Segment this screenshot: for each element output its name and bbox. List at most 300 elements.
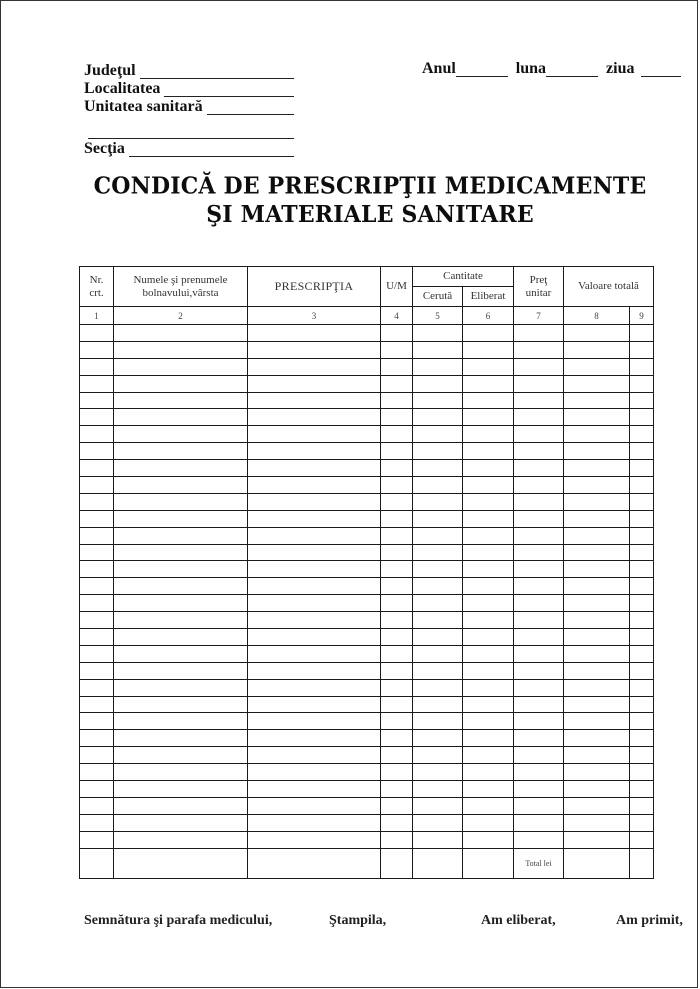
table-cell[interactable]	[114, 612, 248, 629]
table-cell[interactable]	[248, 409, 381, 426]
table-cell[interactable]	[114, 409, 248, 426]
table-cell[interactable]	[80, 713, 114, 730]
table-cell[interactable]	[80, 814, 114, 831]
table-cell[interactable]	[381, 392, 413, 409]
table-cell[interactable]	[564, 814, 630, 831]
table-cell[interactable]	[564, 578, 630, 595]
table-cell[interactable]	[381, 679, 413, 696]
table-cell[interactable]	[381, 747, 413, 764]
table-cell[interactable]	[564, 544, 630, 561]
unitate-continuation-blank[interactable]	[88, 124, 294, 139]
table-cell[interactable]	[564, 375, 630, 392]
table-cell[interactable]	[381, 831, 413, 848]
table-cell[interactable]	[413, 747, 463, 764]
table-cell[interactable]	[80, 730, 114, 747]
table-cell[interactable]	[114, 561, 248, 578]
table-cell[interactable]	[630, 848, 654, 878]
table-cell[interactable]	[413, 662, 463, 679]
table-cell[interactable]	[80, 392, 114, 409]
table-cell[interactable]	[248, 561, 381, 578]
table-cell[interactable]	[80, 409, 114, 426]
table-cell[interactable]	[463, 443, 514, 460]
table-cell[interactable]	[114, 747, 248, 764]
table-cell[interactable]	[381, 713, 413, 730]
luna-blank[interactable]	[546, 62, 598, 77]
table-cell[interactable]	[463, 510, 514, 527]
table-cell[interactable]	[564, 696, 630, 713]
table-cell[interactable]	[248, 578, 381, 595]
table-cell[interactable]	[248, 730, 381, 747]
table-cell[interactable]	[114, 460, 248, 477]
anul-blank[interactable]	[456, 62, 508, 77]
table-cell[interactable]	[630, 747, 654, 764]
table-cell[interactable]	[114, 375, 248, 392]
table-cell[interactable]	[514, 358, 564, 375]
table-cell[interactable]	[80, 426, 114, 443]
table-cell[interactable]	[630, 527, 654, 544]
table-cell[interactable]	[463, 645, 514, 662]
table-cell[interactable]	[463, 561, 514, 578]
table-cell[interactable]	[463, 544, 514, 561]
table-cell[interactable]	[630, 831, 654, 848]
table-cell[interactable]	[248, 460, 381, 477]
table-cell[interactable]	[514, 747, 564, 764]
table-cell[interactable]	[514, 375, 564, 392]
table-cell[interactable]	[514, 341, 564, 358]
table-cell[interactable]	[514, 595, 564, 612]
table-cell[interactable]	[463, 392, 514, 409]
table-cell[interactable]	[413, 426, 463, 443]
table-cell[interactable]	[248, 358, 381, 375]
localitate-blank[interactable]	[164, 82, 294, 97]
table-cell[interactable]	[413, 544, 463, 561]
table-cell[interactable]	[564, 645, 630, 662]
table-cell[interactable]	[564, 460, 630, 477]
table-cell[interactable]	[514, 578, 564, 595]
table-cell[interactable]	[248, 713, 381, 730]
table-cell[interactable]	[630, 595, 654, 612]
table-cell[interactable]	[514, 696, 564, 713]
table-cell[interactable]	[564, 629, 630, 646]
table-cell[interactable]	[413, 730, 463, 747]
table-cell[interactable]	[463, 477, 514, 494]
table-cell[interactable]	[463, 358, 514, 375]
table-cell[interactable]	[80, 561, 114, 578]
table-cell[interactable]	[463, 747, 514, 764]
table-cell[interactable]	[248, 325, 381, 342]
sectia-blank[interactable]	[129, 142, 294, 157]
unitate-blank[interactable]	[207, 100, 294, 115]
table-cell[interactable]	[381, 477, 413, 494]
table-cell[interactable]	[630, 375, 654, 392]
table-cell[interactable]	[248, 831, 381, 848]
table-cell[interactable]	[630, 696, 654, 713]
table-cell[interactable]	[80, 510, 114, 527]
table-cell[interactable]	[514, 730, 564, 747]
table-cell[interactable]	[381, 325, 413, 342]
table-cell[interactable]	[248, 612, 381, 629]
table-cell[interactable]	[80, 578, 114, 595]
table-cell[interactable]	[514, 561, 564, 578]
table-cell[interactable]	[381, 662, 413, 679]
table-cell[interactable]	[381, 848, 413, 878]
table-cell[interactable]	[413, 409, 463, 426]
table-cell[interactable]	[564, 527, 630, 544]
table-cell[interactable]	[564, 392, 630, 409]
table-cell[interactable]	[463, 696, 514, 713]
table-cell[interactable]	[80, 325, 114, 342]
table-cell[interactable]	[381, 797, 413, 814]
table-cell[interactable]	[514, 781, 564, 798]
table-cell[interactable]	[514, 814, 564, 831]
table-cell[interactable]	[463, 341, 514, 358]
table-cell[interactable]	[80, 358, 114, 375]
table-cell[interactable]	[463, 679, 514, 696]
table-cell[interactable]	[413, 764, 463, 781]
table-cell[interactable]	[463, 797, 514, 814]
table-cell[interactable]	[80, 696, 114, 713]
table-cell[interactable]	[564, 764, 630, 781]
table-cell[interactable]	[564, 730, 630, 747]
table-cell[interactable]	[248, 443, 381, 460]
table-cell[interactable]	[413, 713, 463, 730]
table-cell[interactable]	[248, 629, 381, 646]
sectia-field[interactable]	[84, 139, 294, 157]
table-cell[interactable]	[248, 662, 381, 679]
table-cell[interactable]	[514, 409, 564, 426]
table-cell[interactable]	[114, 443, 248, 460]
table-cell[interactable]	[248, 747, 381, 764]
table-cell[interactable]	[463, 629, 514, 646]
table-cell[interactable]	[80, 493, 114, 510]
table-cell[interactable]	[114, 814, 248, 831]
table-cell[interactable]	[381, 645, 413, 662]
table-cell[interactable]	[514, 679, 564, 696]
table-cell[interactable]	[381, 341, 413, 358]
table-cell[interactable]	[248, 781, 381, 798]
table-cell[interactable]	[564, 409, 630, 426]
table-cell[interactable]	[514, 764, 564, 781]
table-cell[interactable]	[630, 358, 654, 375]
table-cell[interactable]	[80, 544, 114, 561]
table-cell[interactable]	[381, 764, 413, 781]
table-cell[interactable]	[630, 477, 654, 494]
table-cell[interactable]	[630, 544, 654, 561]
table-cell[interactable]	[248, 797, 381, 814]
table-cell[interactable]	[248, 341, 381, 358]
table-cell[interactable]	[564, 325, 630, 342]
table-cell[interactable]	[248, 764, 381, 781]
table-cell[interactable]	[114, 848, 248, 878]
table-cell[interactable]	[463, 831, 514, 848]
table-cell[interactable]	[413, 375, 463, 392]
table-cell[interactable]	[463, 460, 514, 477]
table-cell[interactable]	[114, 426, 248, 443]
table-cell[interactable]	[630, 781, 654, 798]
table-cell[interactable]	[564, 341, 630, 358]
table-cell[interactable]	[80, 595, 114, 612]
table-cell[interactable]	[248, 527, 381, 544]
table-cell[interactable]	[630, 341, 654, 358]
table-cell[interactable]	[514, 477, 564, 494]
table-cell[interactable]	[514, 645, 564, 662]
table-cell[interactable]	[630, 814, 654, 831]
table-cell[interactable]	[114, 510, 248, 527]
unitate-field[interactable]	[84, 97, 294, 115]
table-cell[interactable]	[413, 527, 463, 544]
table-cell[interactable]	[463, 781, 514, 798]
table-cell[interactable]	[80, 679, 114, 696]
table-cell[interactable]	[248, 696, 381, 713]
table-cell[interactable]	[114, 696, 248, 713]
localitate-field[interactable]	[84, 79, 294, 97]
table-cell[interactable]	[248, 477, 381, 494]
table-cell[interactable]	[80, 612, 114, 629]
table-cell[interactable]	[114, 781, 248, 798]
table-cell[interactable]	[114, 713, 248, 730]
table-cell[interactable]	[114, 730, 248, 747]
table-cell[interactable]	[413, 392, 463, 409]
table-cell[interactable]	[80, 848, 114, 878]
table-cell[interactable]	[114, 477, 248, 494]
table-cell[interactable]	[630, 612, 654, 629]
judet-field[interactable]	[84, 61, 294, 79]
table-cell[interactable]	[630, 460, 654, 477]
table-cell[interactable]	[564, 358, 630, 375]
table-cell[interactable]	[630, 426, 654, 443]
table-cell[interactable]	[413, 814, 463, 831]
table-cell[interactable]	[514, 325, 564, 342]
table-cell[interactable]	[413, 629, 463, 646]
table-cell[interactable]	[248, 544, 381, 561]
table-cell[interactable]	[413, 831, 463, 848]
table-cell[interactable]	[248, 375, 381, 392]
table-cell[interactable]	[413, 460, 463, 477]
table-cell[interactable]	[381, 375, 413, 392]
table-cell[interactable]	[248, 426, 381, 443]
table-cell[interactable]	[413, 696, 463, 713]
table-cell[interactable]	[463, 493, 514, 510]
table-cell[interactable]	[248, 848, 381, 878]
table-cell[interactable]	[114, 341, 248, 358]
table-cell[interactable]	[114, 764, 248, 781]
table-cell[interactable]	[114, 679, 248, 696]
table-cell[interactable]	[630, 392, 654, 409]
table-cell[interactable]	[630, 679, 654, 696]
table-cell[interactable]	[114, 527, 248, 544]
table-cell[interactable]	[80, 341, 114, 358]
table-cell[interactable]	[564, 426, 630, 443]
table-cell[interactable]	[514, 629, 564, 646]
unitate-continuation-field[interactable]	[84, 121, 294, 139]
table-cell[interactable]	[80, 662, 114, 679]
table-cell[interactable]	[630, 764, 654, 781]
table-cell[interactable]	[413, 797, 463, 814]
table-cell[interactable]	[413, 781, 463, 798]
table-cell[interactable]	[564, 561, 630, 578]
table-cell[interactable]	[413, 578, 463, 595]
table-cell[interactable]	[114, 645, 248, 662]
table-cell[interactable]	[413, 443, 463, 460]
table-cell[interactable]	[630, 409, 654, 426]
table-cell[interactable]	[381, 730, 413, 747]
table-cell[interactable]	[114, 662, 248, 679]
table-cell[interactable]	[381, 443, 413, 460]
table-cell[interactable]	[381, 493, 413, 510]
table-cell[interactable]	[514, 612, 564, 629]
table-cell[interactable]	[514, 713, 564, 730]
table-cell[interactable]	[564, 662, 630, 679]
table-cell[interactable]	[564, 831, 630, 848]
table-cell[interactable]	[463, 325, 514, 342]
table-cell[interactable]	[463, 426, 514, 443]
table-cell[interactable]	[80, 375, 114, 392]
table-cell[interactable]	[630, 662, 654, 679]
table-cell[interactable]	[248, 645, 381, 662]
table-cell[interactable]	[630, 645, 654, 662]
table-cell[interactable]	[80, 797, 114, 814]
table-cell[interactable]	[630, 443, 654, 460]
table-cell[interactable]	[248, 814, 381, 831]
table-cell[interactable]	[514, 460, 564, 477]
table-cell[interactable]	[413, 325, 463, 342]
table-cell[interactable]	[514, 797, 564, 814]
table-cell[interactable]	[381, 544, 413, 561]
table-cell[interactable]	[564, 493, 630, 510]
table-cell[interactable]	[413, 510, 463, 527]
table-cell[interactable]	[564, 747, 630, 764]
table-cell[interactable]	[413, 477, 463, 494]
table-cell[interactable]	[630, 713, 654, 730]
table-cell[interactable]	[80, 629, 114, 646]
table-cell[interactable]	[514, 426, 564, 443]
table-cell[interactable]	[381, 781, 413, 798]
table-cell[interactable]	[80, 477, 114, 494]
judet-blank[interactable]	[140, 64, 294, 79]
table-cell[interactable]	[381, 527, 413, 544]
table-cell[interactable]	[514, 443, 564, 460]
table-cell[interactable]	[381, 629, 413, 646]
table-cell[interactable]	[413, 612, 463, 629]
table-cell[interactable]	[114, 358, 248, 375]
table-cell[interactable]	[463, 814, 514, 831]
table-cell[interactable]	[564, 477, 630, 494]
table-cell[interactable]	[80, 764, 114, 781]
table-cell[interactable]	[564, 713, 630, 730]
table-cell[interactable]	[564, 595, 630, 612]
table-cell[interactable]	[463, 578, 514, 595]
table-cell[interactable]	[630, 561, 654, 578]
table-cell[interactable]	[381, 409, 413, 426]
table-cell[interactable]	[630, 493, 654, 510]
table-cell[interactable]	[463, 730, 514, 747]
table-cell[interactable]	[80, 527, 114, 544]
table-cell[interactable]	[80, 781, 114, 798]
table-cell[interactable]	[248, 493, 381, 510]
table-cell[interactable]	[463, 595, 514, 612]
table-cell[interactable]	[463, 662, 514, 679]
table-cell[interactable]	[114, 544, 248, 561]
table-cell[interactable]	[413, 493, 463, 510]
table-cell[interactable]	[514, 392, 564, 409]
table-cell[interactable]	[80, 460, 114, 477]
table-cell[interactable]	[413, 679, 463, 696]
table-cell[interactable]	[630, 325, 654, 342]
table-cell[interactable]	[630, 629, 654, 646]
table-cell[interactable]	[114, 578, 248, 595]
table-cell[interactable]	[564, 612, 630, 629]
table-cell[interactable]	[381, 612, 413, 629]
table-cell[interactable]	[630, 578, 654, 595]
ziua-blank[interactable]	[641, 62, 681, 77]
table-cell[interactable]	[564, 510, 630, 527]
table-cell[interactable]	[114, 493, 248, 510]
table-cell[interactable]	[463, 409, 514, 426]
table-cell[interactable]	[381, 595, 413, 612]
table-cell[interactable]	[381, 696, 413, 713]
table-cell[interactable]	[564, 797, 630, 814]
table-cell[interactable]	[630, 797, 654, 814]
total-value-cell[interactable]	[564, 848, 630, 878]
table-cell[interactable]	[514, 510, 564, 527]
table-cell[interactable]	[381, 510, 413, 527]
table-cell[interactable]	[514, 493, 564, 510]
table-cell[interactable]	[413, 358, 463, 375]
table-cell[interactable]	[463, 713, 514, 730]
table-cell[interactable]	[413, 848, 463, 878]
table-cell[interactable]	[413, 341, 463, 358]
table-cell[interactable]	[514, 527, 564, 544]
table-cell[interactable]	[381, 814, 413, 831]
table-cell[interactable]	[114, 325, 248, 342]
table-cell[interactable]	[463, 848, 514, 878]
table-cell[interactable]	[463, 764, 514, 781]
table-cell[interactable]	[564, 679, 630, 696]
table-cell[interactable]	[114, 595, 248, 612]
table-cell[interactable]	[248, 595, 381, 612]
table-cell[interactable]	[381, 578, 413, 595]
table-cell[interactable]	[248, 392, 381, 409]
table-cell[interactable]	[630, 730, 654, 747]
table-cell[interactable]	[114, 629, 248, 646]
table-cell[interactable]	[114, 797, 248, 814]
table-cell[interactable]	[514, 544, 564, 561]
table-cell[interactable]	[381, 460, 413, 477]
table-cell[interactable]	[514, 662, 564, 679]
table-cell[interactable]	[564, 443, 630, 460]
table-cell[interactable]	[413, 645, 463, 662]
table-cell[interactable]	[248, 510, 381, 527]
table-cell[interactable]	[80, 645, 114, 662]
table-cell[interactable]	[381, 426, 413, 443]
table-cell[interactable]	[114, 831, 248, 848]
table-cell[interactable]	[114, 392, 248, 409]
table-cell[interactable]	[381, 358, 413, 375]
table-cell[interactable]	[564, 781, 630, 798]
table-cell[interactable]	[80, 747, 114, 764]
table-cell[interactable]	[413, 561, 463, 578]
table-cell[interactable]	[248, 679, 381, 696]
table-cell[interactable]	[514, 831, 564, 848]
table-cell[interactable]	[630, 510, 654, 527]
table-cell[interactable]	[80, 831, 114, 848]
table-cell[interactable]	[463, 612, 514, 629]
table-cell[interactable]	[463, 375, 514, 392]
table-cell[interactable]	[381, 561, 413, 578]
table-cell[interactable]	[80, 443, 114, 460]
table-cell[interactable]	[413, 595, 463, 612]
table-cell[interactable]	[463, 527, 514, 544]
